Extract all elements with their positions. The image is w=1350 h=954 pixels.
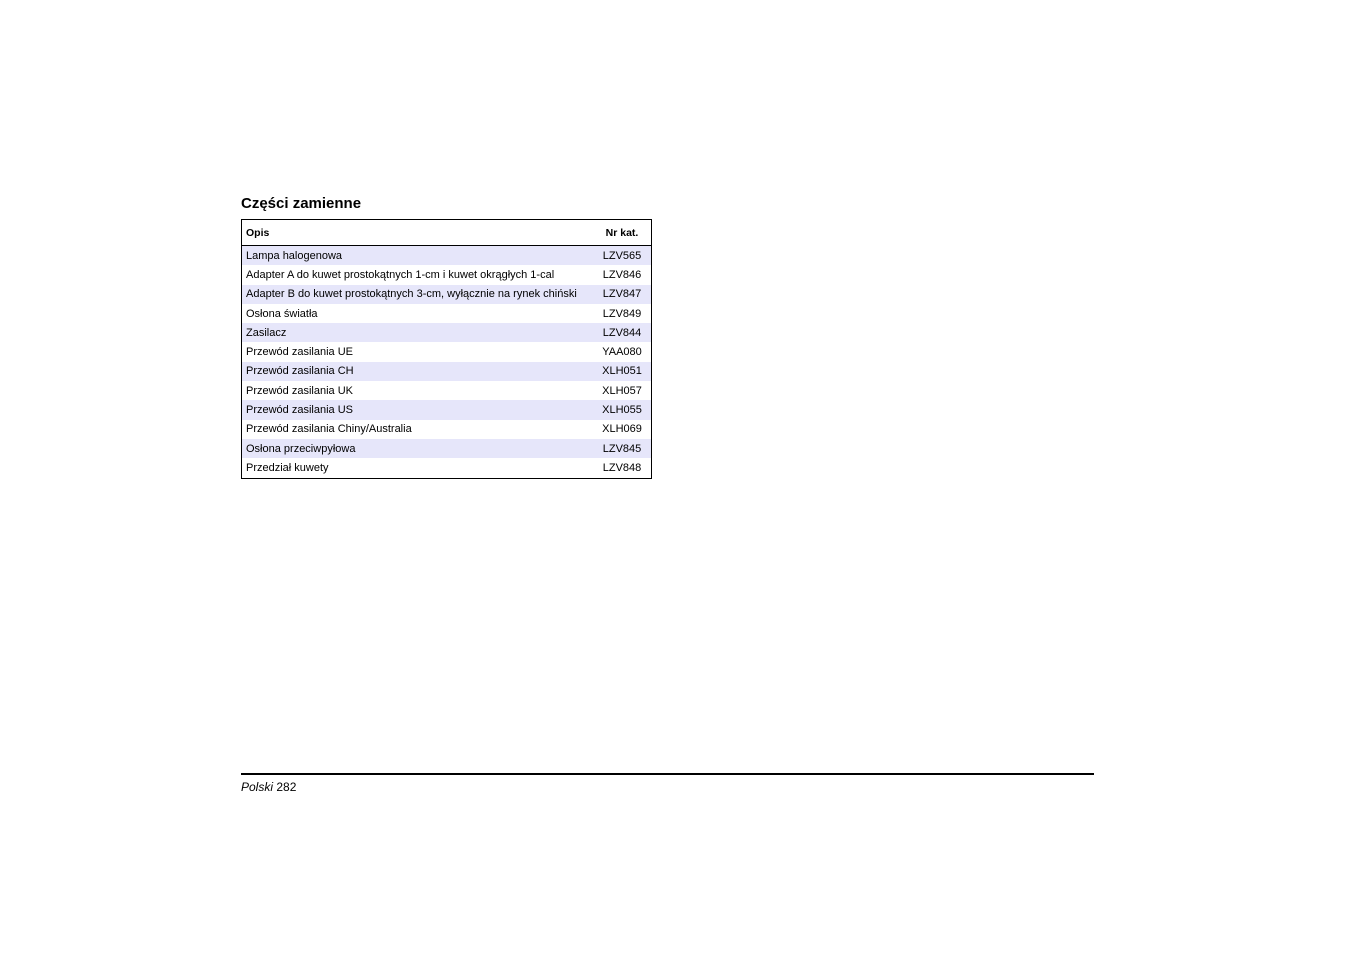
part-description: Przewód zasilania CH xyxy=(242,362,594,381)
table-row xyxy=(242,265,652,284)
part-description: Adapter B do kuwet prostokątnych 3-cm, wyłącznie na rynek chiński xyxy=(242,285,594,304)
part-description: Przewód zasilania Chiny/Australia xyxy=(246,423,412,436)
part-catalog-number: XLH055 xyxy=(593,400,652,419)
part-description: Przedział kuwety xyxy=(246,461,329,474)
part-catalog-number: LZV846 xyxy=(602,268,642,281)
part-catalog-number: LZV845 xyxy=(593,439,652,458)
part-description: Zasilacz xyxy=(242,323,594,342)
column-header-description: Opis xyxy=(242,220,594,246)
table-row xyxy=(242,439,652,458)
footer-language: Polski xyxy=(241,780,274,794)
table-row xyxy=(242,246,652,266)
table-header-row xyxy=(242,220,652,246)
part-description: Osłona światła xyxy=(246,307,318,320)
part-catalog-number: LZV848 xyxy=(602,461,642,474)
part-description: Lampa halogenowa xyxy=(242,246,594,266)
part-catalog-number: YAA080 xyxy=(602,346,642,359)
table-row xyxy=(242,342,652,361)
part-catalog-number: XLH069 xyxy=(602,423,642,436)
table-row xyxy=(242,304,652,323)
part-description: Przewód zasilania UK xyxy=(246,384,353,397)
part-description: Osłona przeciwpyłowa xyxy=(242,439,594,458)
table-row xyxy=(242,362,652,381)
page-title: Części zamienne xyxy=(241,195,362,212)
footer-page-number: 282 xyxy=(276,780,297,794)
table-row xyxy=(242,400,652,419)
part-catalog-number: XLH057 xyxy=(602,384,642,397)
page-footer xyxy=(241,780,296,795)
table-row xyxy=(242,285,652,304)
part-catalog-number: XLH051 xyxy=(593,362,652,381)
footer-divider xyxy=(241,773,1094,775)
part-catalog-number: LZV844 xyxy=(593,323,652,342)
table-row xyxy=(242,381,652,400)
part-description: Przewód zasilania UE xyxy=(246,346,353,359)
parts-table xyxy=(241,219,652,479)
part-catalog-number: LZV849 xyxy=(602,307,642,320)
part-catalog-number: LZV847 xyxy=(593,285,652,304)
table-row xyxy=(242,458,652,478)
table-row xyxy=(242,420,652,439)
table-row xyxy=(242,323,652,342)
part-description: Adapter A do kuwet prostokątnych 1-cm i kuwet okrągłych 1-cal xyxy=(246,268,555,281)
part-catalog-number: LZV565 xyxy=(593,246,652,266)
part-description: Przewód zasilania US xyxy=(242,400,594,419)
column-header-catalog-number: Nr kat. xyxy=(593,220,652,246)
